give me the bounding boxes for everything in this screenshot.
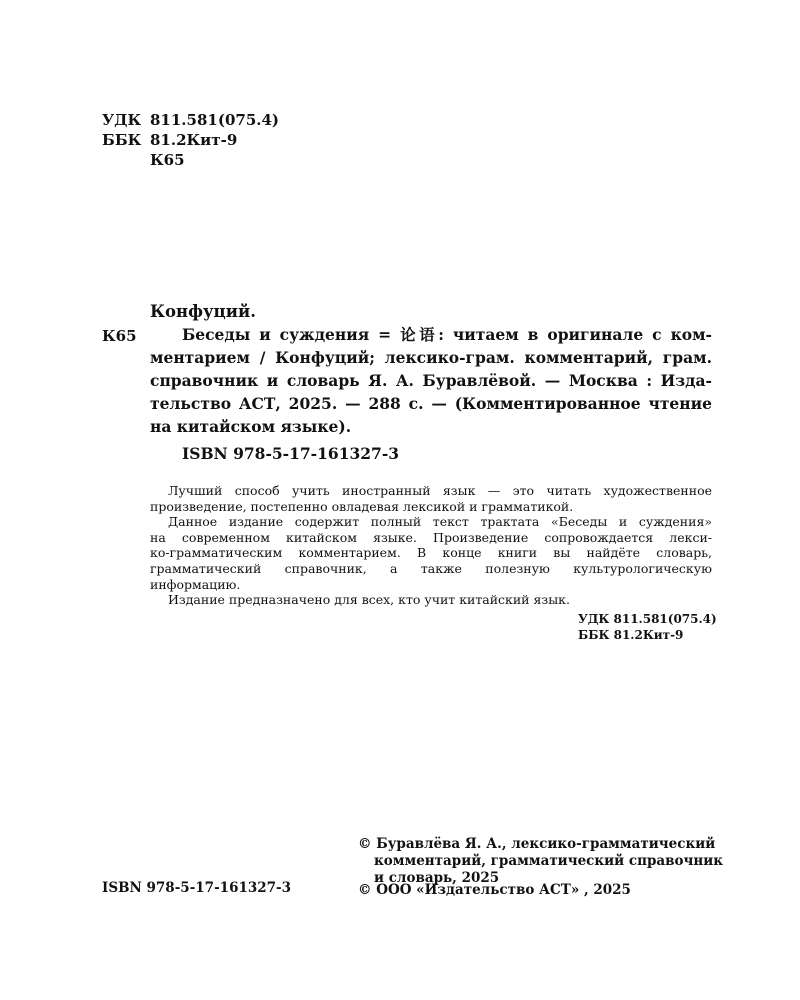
annotation-bbk: ББК 81.2Кит-9 [578,628,684,642]
annotation-line: произведение, постепенно овладевая лексикой и грамматикой. [150,498,574,514]
annotation-line: информацию. [150,576,241,592]
biblio-line: справочник и словарь Я. А. Буравлёвой. — Москва : Изда- [150,371,712,390]
author-code: К65 [150,151,185,169]
footer-isbn: ISBN 978-5-17-161327-3 [102,880,292,896]
udk-row [102,110,279,130]
biblio-line: Беседы и суждения = 论语: читаем в оригинале с ком- [182,325,712,344]
biblio-line: тельство АСТ, 2025. — 288 с. — (Комментированное чтение [150,394,712,413]
bbk-value: 81.2Кит-9 [150,131,238,149]
annotation-line: Лучший способ учить иностранный язык — это читать художественное [168,483,712,498]
annotation-line: ко-грамматическим комментарием. В конце книги вы найдёте словарь, [150,545,712,561]
bbk-label: ББК [102,131,142,149]
copyright-line: комментарий, грамматический справочник [374,853,724,869]
annotation-udk: УДК 811.581(075.4) [578,612,717,626]
annotation-line: грамматический справочник, а также полезную культурологическую [150,561,712,576]
copyright-line: © Буравлёва Я. А., лексико-грамматический [358,836,716,852]
udk-value: 811.581(075.4) [150,111,280,129]
biblio-line: на китайском языке). [150,417,352,436]
copyright-line: © ООО «Издательство АСТ» , 2025 [358,882,631,898]
record-author-code: К65 [102,327,137,345]
annotation-line: на современном китайском языке. Произведение сопровождается лекси- [150,529,712,545]
annotation-line: Данное издание содержит полный текст трактата «Беседы и суждения» [168,514,712,530]
isbn: ISBN 978-5-17-161327-3 [182,444,400,463]
udk-label: УДК [102,111,142,129]
annotation-line: Издание предназначено для всех, кто учит китайский язык. [168,592,570,608]
biblio-line: ментарием / Конфуций; лексико-грам. комментарий, грам. [150,348,712,367]
author-code-row [102,150,185,170]
bbk-row [102,130,237,150]
author-name: Конфуций. [150,302,256,321]
copyright-line: и словарь, 2025 [374,870,500,886]
